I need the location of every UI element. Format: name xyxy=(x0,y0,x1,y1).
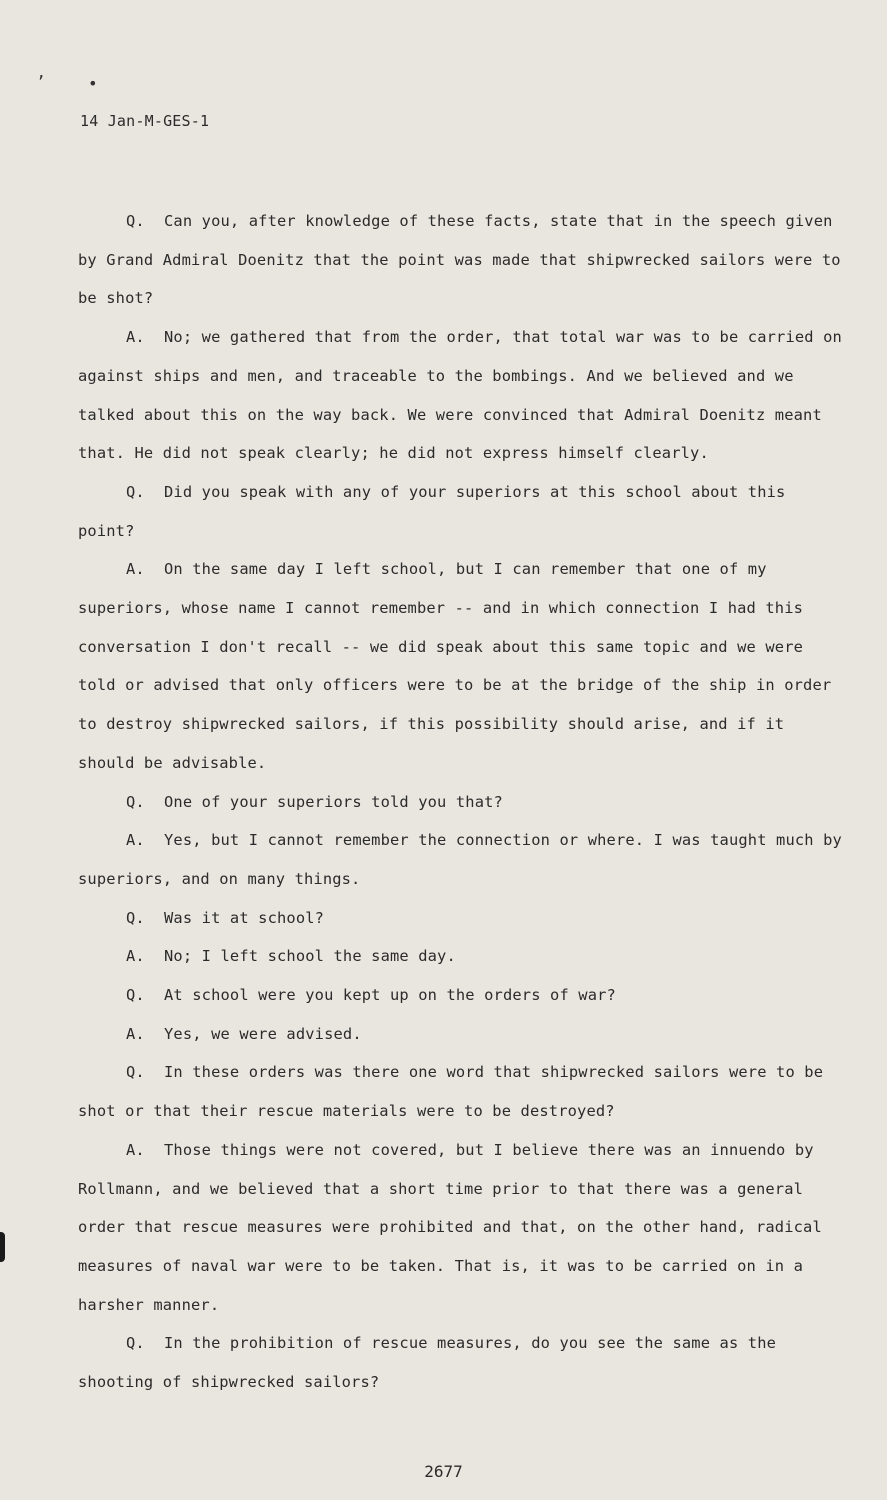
speaker-label: Q. xyxy=(126,482,145,501)
speaker-label: Q. xyxy=(126,212,145,230)
speaker-label: A. xyxy=(126,831,145,850)
transcript-paragraph xyxy=(78,318,848,473)
speaker-label: A. xyxy=(126,1024,145,1043)
paragraph-text: Yes, we were advised. xyxy=(164,1024,362,1043)
transcript-paragraph xyxy=(78,821,848,898)
stray-mark: ’ xyxy=(36,72,46,91)
speaker-label: Q. xyxy=(126,986,145,1005)
page-number: 2677 xyxy=(424,1462,463,1481)
speaker-label: A. xyxy=(126,1140,145,1159)
paragraph-text: At school were you kept up on the orders of war? xyxy=(164,986,616,1005)
paragraph-text: No; we gathered that from the order, that total war was to be carried on against ships and men, and traceable to the bombings. And we believed and we talked about this on the way back. We were convinced that Admiral Doenitz meant that. He did not speak clearly; he did not express himself clearly. xyxy=(78,328,842,463)
paragraph-text: In the prohibition of rescue measures, do you see the same as the shooting of shipwrecked sailors? xyxy=(78,1334,777,1392)
transcript-paragraph xyxy=(78,1131,848,1325)
paragraph-text: Those things were not covered, but I believe there was an innuendo by Rollmann, and we believed that a short time prior to that there was a general order that rescue measures were prohibited and that, on the other hand, radical measures of naval war were to be taken. That is, it was to be carried on in a harsher manner. xyxy=(78,1140,822,1314)
paragraph-text: In these orders was there one word that shipwrecked sailors were to be shot or that their rescue materials were to be destroyed? xyxy=(78,1063,824,1121)
speaker-label: Q. xyxy=(126,1063,145,1082)
transcript-paragraph xyxy=(78,202,848,318)
paragraph-text: Was it at school? xyxy=(164,908,325,927)
paragraph-text: One of your superiors told you that? xyxy=(164,792,503,811)
transcript-body xyxy=(78,202,848,1402)
speaker-label: Q. xyxy=(126,908,145,927)
speaker-label: A. xyxy=(126,328,145,347)
transcript-paragraph xyxy=(78,1015,848,1054)
speaker-label: Q. xyxy=(126,792,145,811)
transcript-paragraph xyxy=(78,473,848,550)
speaker-label: A. xyxy=(126,947,145,966)
paragraph-text: On the same day I left school, but I can remember that one of my superiors, whose name I cannot remember -- and in which connection I had this conversation I don't recall -- we did speak about this same topic and we were told or advised that only officers were to be at the bridge of the ship in order to destroy shipwrecked sailors, if this possibility should arise, and if it should be advisable. xyxy=(78,560,832,772)
paragraph-text: Did you speak with any of your superiors at this school about this point? xyxy=(78,482,786,540)
paragraph-text: Can you, after knowledge of these facts, state that in the speech given by Grand Admiral Doenitz that the point was made that shipwrecked sailors were to be shot? xyxy=(78,212,841,308)
binding-edge-mark xyxy=(0,1232,5,1262)
transcript-paragraph xyxy=(78,1324,848,1401)
transcript-paragraph xyxy=(78,783,848,822)
document-id: 14 Jan-M-GES-1 xyxy=(80,112,210,130)
transcript-paragraph xyxy=(78,899,848,938)
speaker-label: A. xyxy=(126,560,145,579)
stray-dot: • xyxy=(88,74,98,93)
speaker-label: Q. xyxy=(126,1334,145,1353)
transcript-paragraph xyxy=(78,976,848,1015)
paragraph-text: No; I left school the same day. xyxy=(164,947,456,966)
paragraph-text: Yes, but I cannot remember the connection or where. I was taught much by superiors, and on many things. xyxy=(78,831,842,888)
transcript-paragraph xyxy=(78,937,848,976)
transcript-paragraph xyxy=(78,550,848,782)
transcript-paragraph xyxy=(78,1053,848,1130)
